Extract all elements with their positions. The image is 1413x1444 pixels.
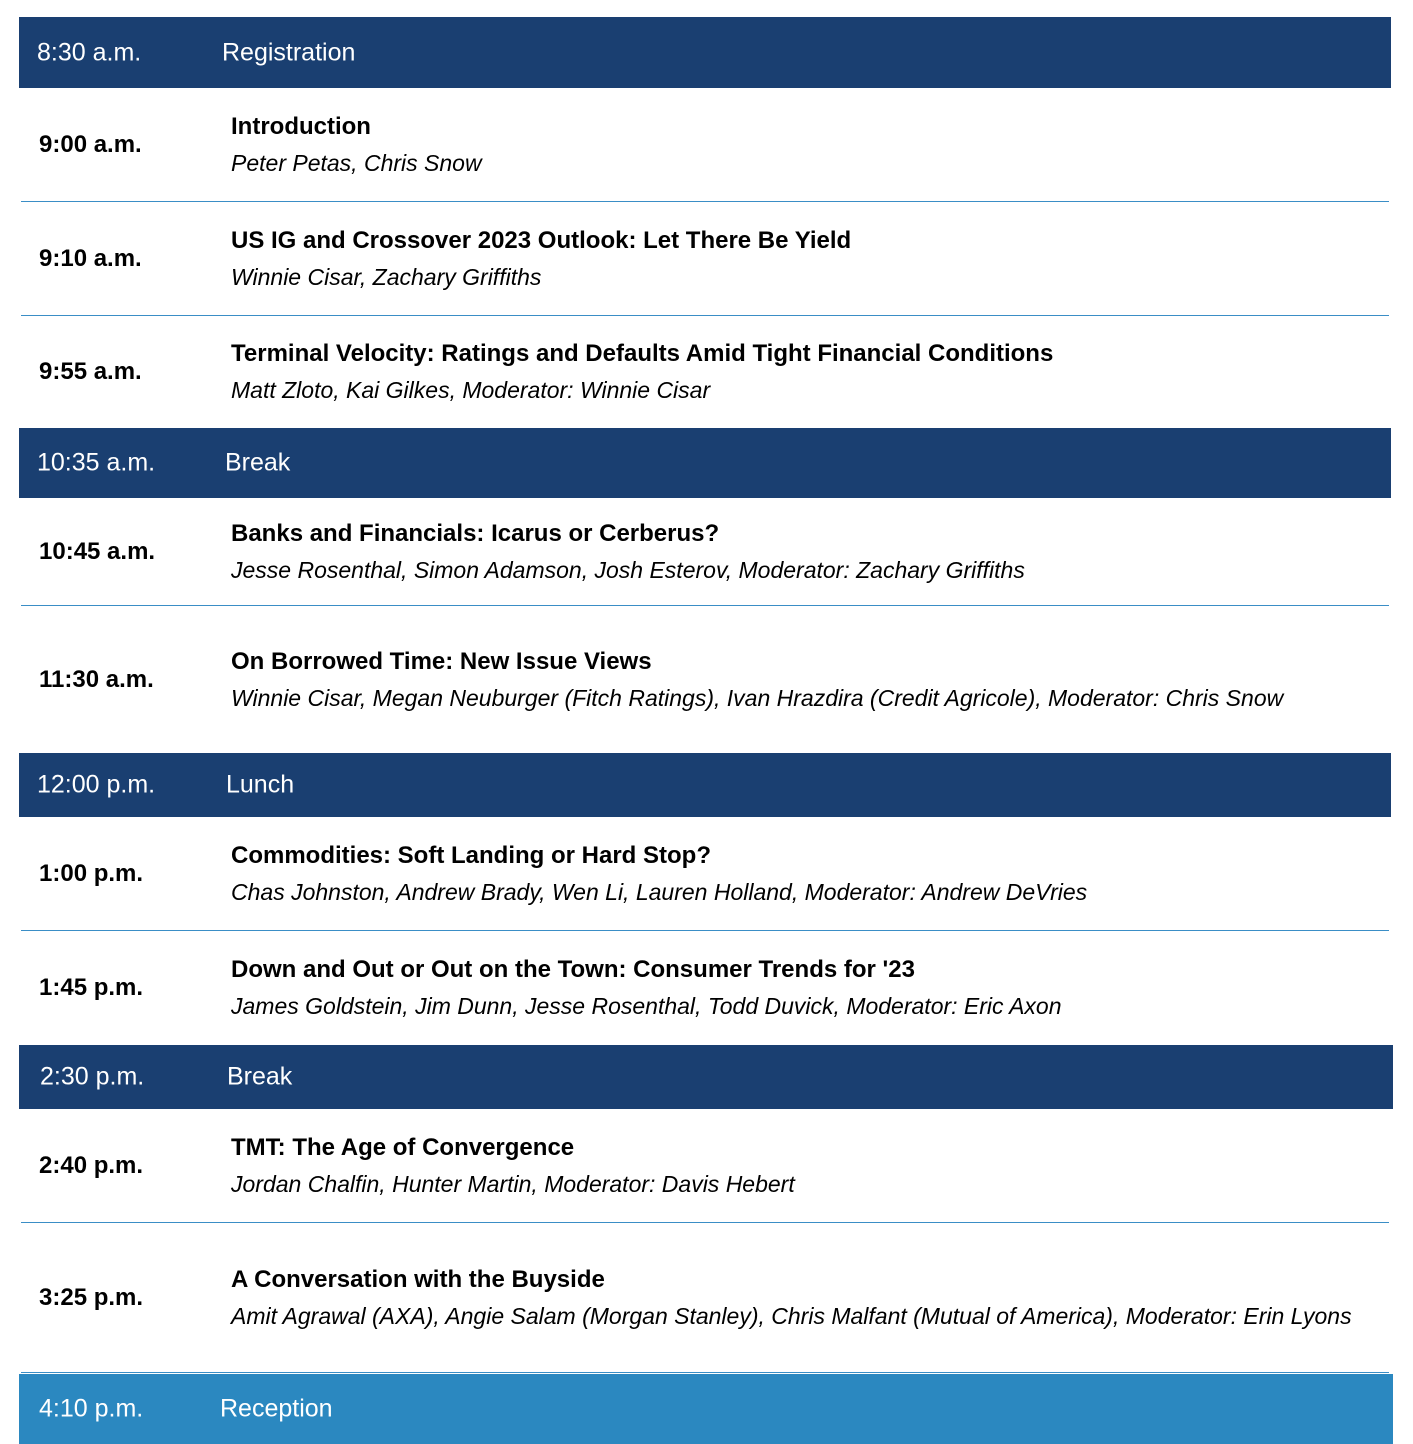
- session-title: Banks and Financials: Icarus or Cerberus?: [231, 519, 720, 547]
- session-content: [231, 1130, 1371, 1202]
- session-time: 9:00 a.m.: [39, 130, 142, 158]
- agenda-break-lunch: [19, 753, 1391, 817]
- agenda-session-commodities: [19, 817, 1391, 930]
- session-time: 1:45 p.m.: [39, 974, 144, 1001]
- break-label: Break: [225, 448, 291, 477]
- session-content: [231, 223, 1371, 295]
- agenda-session-consumer-trends: [19, 931, 1391, 1045]
- session-content: [231, 838, 1371, 910]
- session-speakers: Winnie Cisar, Zachary Griffiths: [231, 263, 542, 290]
- session-content: [231, 336, 1371, 408]
- break-label: Reception: [220, 1394, 333, 1423]
- session-content: [231, 516, 1371, 588]
- break-time: 10:35 a.m.: [37, 448, 156, 477]
- session-title: Terminal Velocity: Ratings and Defaults Amid Tight Financial Conditions: [231, 340, 1054, 367]
- session-speakers: Winnie Cisar, Megan Neuburger (Fitch Ratings), Ivan Hrazdira (Credit Agricole), Moderator: Chris Snow: [231, 684, 1284, 711]
- session-title: US IG and Crossover 2023 Outlook: Let There Be Yield: [231, 226, 852, 254]
- break-label: Break: [227, 1062, 293, 1091]
- break-time: 12:00 p.m.: [37, 770, 156, 799]
- break-time: 4:10 p.m.: [39, 1394, 144, 1423]
- agenda-session-tmt: [19, 1109, 1391, 1222]
- break-label: Registration: [222, 38, 356, 66]
- session-time: 1:00 p.m.: [39, 859, 144, 887]
- row-divider: [21, 1372, 1389, 1373]
- session-content: [231, 1262, 1371, 1334]
- break-label: Lunch: [226, 770, 295, 799]
- session-time: 10:45 a.m.: [39, 537, 156, 565]
- agenda-session-buyside-conversation: [19, 1223, 1391, 1372]
- session-content: [231, 109, 1371, 181]
- agenda-session-introduction: [19, 88, 1391, 201]
- agenda-session-us-ig-outlook: [19, 202, 1391, 315]
- session-title: TMT: The Age of Convergence: [231, 1133, 575, 1161]
- break-time: 2:30 p.m.: [40, 1062, 145, 1091]
- session-speakers: Amit Agrawal (AXA), Angie Salam (Morgan Stanley), Chris Malfant (Mutual of America), Moderator: Erin Lyons: [231, 1302, 1352, 1329]
- agenda-session-terminal-velocity: [19, 316, 1391, 428]
- session-time: 2:40 p.m.: [39, 1151, 144, 1179]
- session-title: A Conversation with the Buyside: [231, 1265, 605, 1293]
- session-speakers: Peter Petas, Chris Snow: [231, 149, 482, 176]
- session-title: Commodities: Soft Landing or Hard Stop?: [231, 841, 711, 869]
- agenda-session-new-issue-views: [19, 606, 1391, 753]
- session-title: Introduction: [231, 112, 371, 140]
- session-speakers: James Goldstein, Jim Dunn, Jesse Rosenthal, Todd Duvick, Moderator: Eric Axon: [231, 993, 1062, 1019]
- session-speakers: Jesse Rosenthal, Simon Adamson, Josh Esterov, Moderator: Zachary Griffiths: [231, 556, 1025, 583]
- break-time: 8:30 a.m.: [37, 38, 142, 66]
- session-title: Down and Out or Out on the Town: Consumer Trends for '23: [231, 956, 915, 983]
- agenda-break-registration: [19, 17, 1391, 88]
- session-time: 9:10 a.m.: [39, 244, 142, 272]
- session-speakers: Chas Johnston, Andrew Brady, Wen Li, Lauren Holland, Moderator: Andrew DeVries: [231, 878, 1088, 905]
- session-time: 9:55 a.m.: [39, 358, 142, 385]
- session-content: [231, 952, 1371, 1024]
- session-content: [231, 644, 1371, 716]
- session-speakers: Matt Zloto, Kai Gilkes, Moderator: Winnie Cisar: [231, 377, 711, 403]
- session-time: 11:30 a.m.: [39, 665, 154, 693]
- session-speakers: Jordan Chalfin, Hunter Martin, Moderator: Davis Hebert: [231, 1170, 795, 1197]
- session-time: 3:25 p.m.: [39, 1283, 144, 1311]
- agenda-break-reception: [19, 1374, 1393, 1444]
- agenda-break-morning: [19, 428, 1391, 498]
- session-title: On Borrowed Time: New Issue Views: [231, 647, 652, 675]
- agenda-break-afternoon: [19, 1045, 1393, 1109]
- agenda-session-banks-financials: [19, 498, 1391, 605]
